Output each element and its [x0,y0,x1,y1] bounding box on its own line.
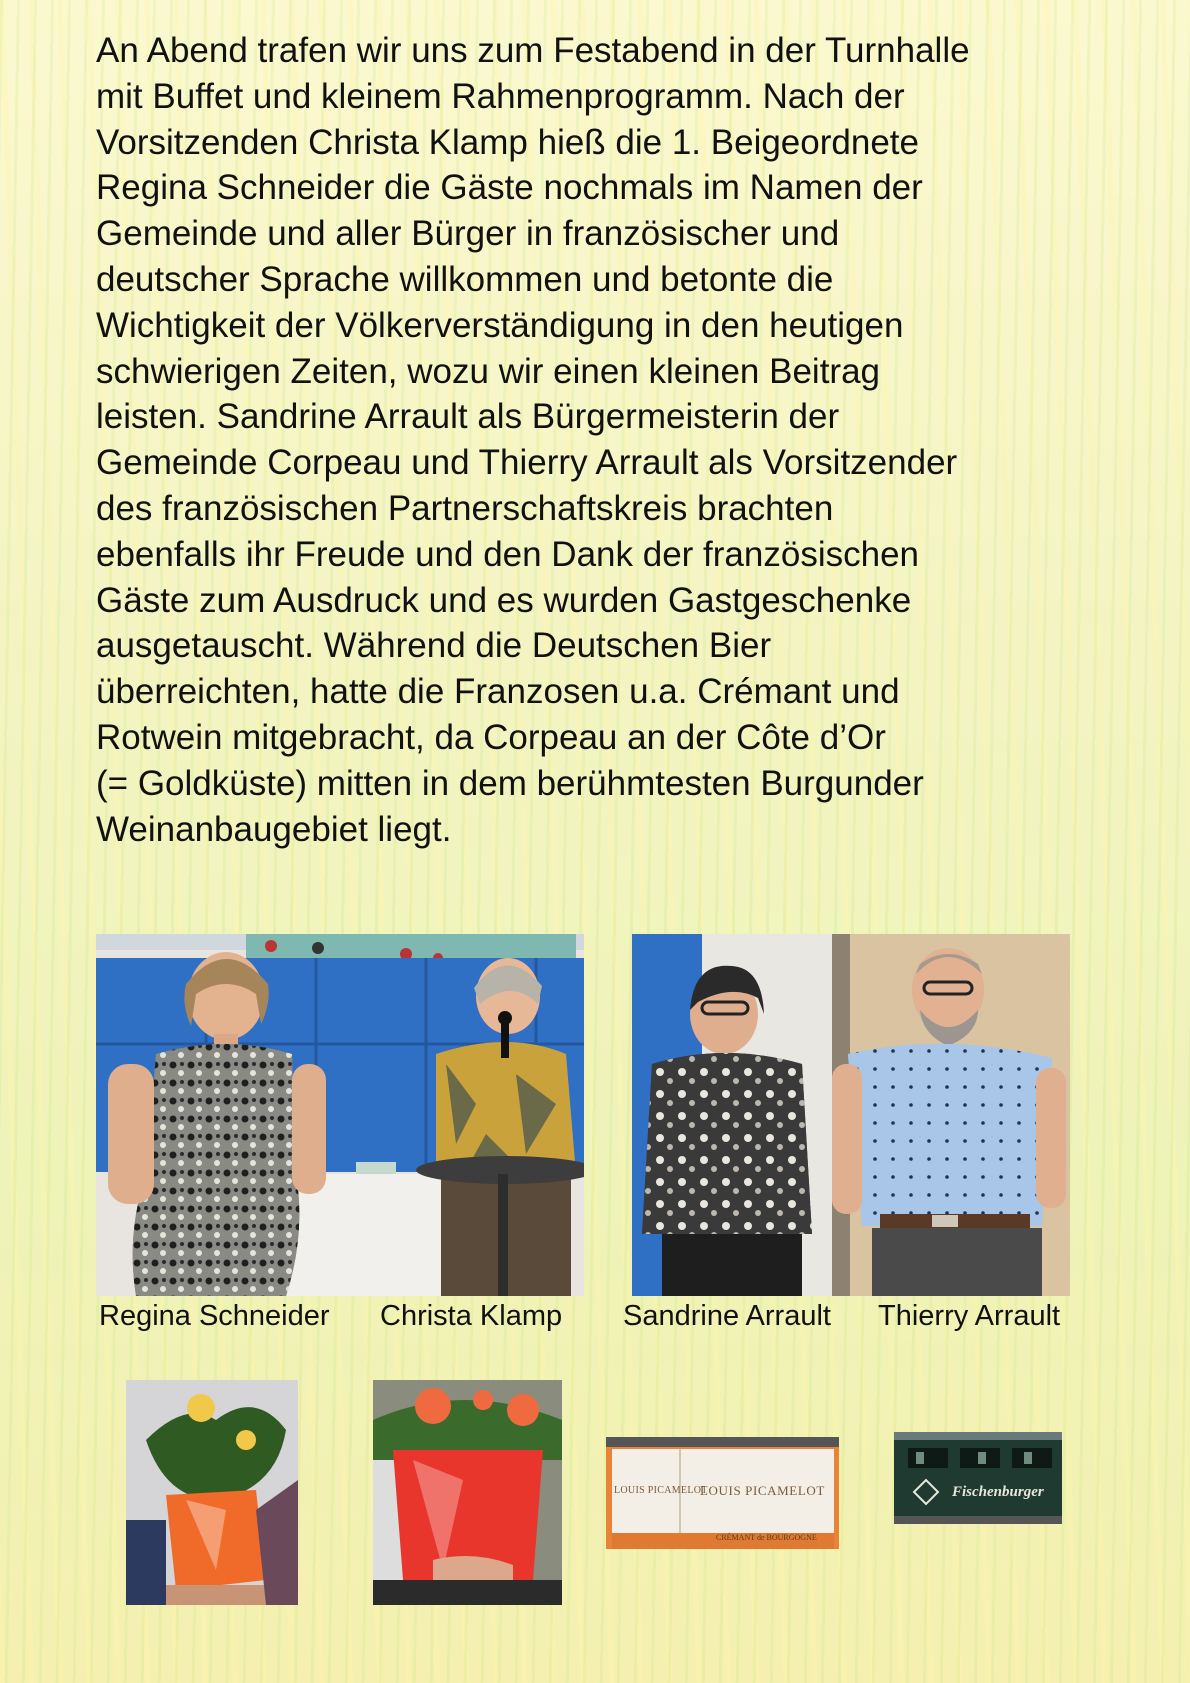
wine-box-label-center: LOUIS PICAMELOT [700,1483,825,1498]
caption-thierry-arrault: Thierry Arrault [878,1300,1061,1332]
photo-flower-gift-1-image [126,1380,298,1605]
photo-wine-box [606,1437,839,1549]
photo-sandrine-thierry [632,934,1070,1296]
wine-box-label-left: LOUIS PICAMELOT [614,1485,708,1496]
photo-regina-christa-image [96,934,584,1296]
beer-crate-label: Fischenburger [952,1484,1044,1500]
caption-sandrine-arrault: Sandrine Arrault [623,1300,831,1332]
photo-beer-crate-image [894,1432,1062,1524]
wine-box-label-bottom: CRÉMANT de BOURGOGNE [716,1533,817,1542]
photo-flower-gift-2 [373,1380,562,1605]
caption-christa-klamp: Christa Klamp [380,1300,563,1332]
caption-regina-schneider: Regina Schneider [99,1300,330,1332]
photo-flower-gift-1 [126,1380,298,1605]
photo-sandrine-thierry-image [632,934,1070,1296]
photo-flower-gift-2-image [373,1380,562,1605]
photo-regina-christa [96,934,584,1296]
photo-beer-crate [894,1432,1062,1524]
article-text: An Abend trafen wir uns zum Festabend in der Turnhalle mit Buffet und kleinem Rahmenprogramm. Nach der Vorsitzenden Christa Klamp hieß die 1. Beigeordnete Regina Schneider die Gäste nochmals im Namen der Gemeinde und aller Bürger in französischer und deutscher Sprache willkommen und betonte die Wichtigkeit der Völkerverständigung in den heutigen schwierigen Zeiten, wozu wir einen kleinen Beitrag leisten. Sandrine Arrault als Bürgermeisterin der Gemeinde Corpeau und Thierry Arrault als Vorsitzender des französischen Partnerschaftskreis brachten ebenfalls ihr Freude und den Dank der französischen Gäste zum Ausdruck und es wurden Gastgeschenke ausgetauscht. Während die Deutschen Bier überreichten, hatte die Franzosen u.a. Crémant und Rotwein mitgebracht, da Corpeau an der Côte d’Or (= Goldküste) mitten in dem berühmtesten Burgunder Weinanbaugebiet liegt. [96,31,970,849]
